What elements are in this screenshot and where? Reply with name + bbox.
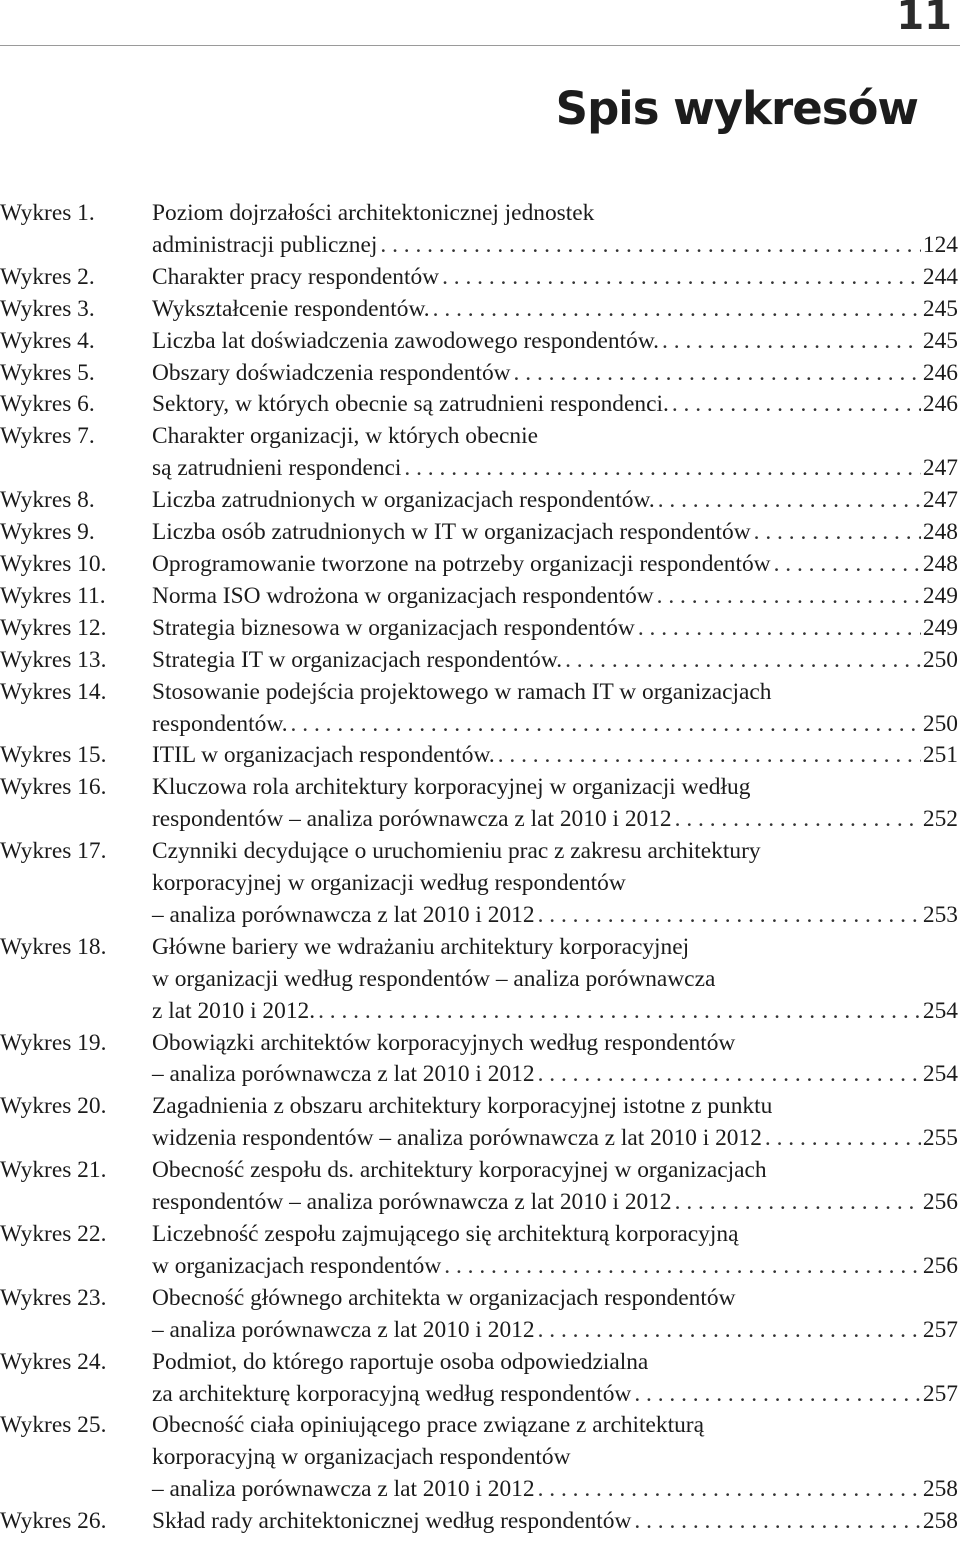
toc-entry[interactable] [0,645,958,677]
figure-label: Wykres 13. [0,646,107,673]
figure-title-line: Liczba osób zatrudnionych w IT w organizacjach respondentów [152,519,751,546]
figure-label: Wykres 12. [0,614,107,641]
figure-label: Wykres 10. [0,550,107,577]
figure-title-line: Oprogramowanie tworzone na potrzeby organizacji respondentów [152,550,771,577]
page-ref[interactable]: 258 [922,1476,958,1503]
figure-title [152,262,958,294]
toc-entry[interactable] [0,1219,958,1283]
page-ref[interactable]: 248 [922,550,958,577]
page-ref[interactable]: 245 [922,327,958,354]
page-ref[interactable]: 256 [922,1189,958,1216]
figure-title [152,772,958,836]
figure-title [152,932,958,1028]
figure-title [152,358,958,390]
figure-title [152,1219,958,1283]
toc-entry[interactable] [0,613,958,645]
figure-title [152,1347,958,1411]
dot-leader [751,517,921,549]
figure-title [152,645,958,677]
page-number: 11 [896,0,952,39]
figure-title-line: Liczebność zespołu zajmującego się architekturą korporacyjną [152,1221,739,1247]
figure-title-line: korporacyjną w organizacjach respondentów [152,1444,571,1471]
figure-title [152,613,958,645]
figure-title [152,1283,958,1347]
toc-entry[interactable] [0,677,958,741]
figure-title [152,740,958,772]
figure-label: Wykres 19. [0,1029,107,1056]
figure-title-line: w organizacji według respondentów – analiza porównawcza [152,965,716,992]
figure-title-line: Poziom dojrzałości architektonicznej jednostek [152,200,595,226]
figure-title-line: Obecność zespołu ds. architektury korporacyjnej w organizacjach [152,1157,767,1184]
toc-entry[interactable] [0,549,958,581]
figure-label: Wykres 6. [0,391,95,418]
figure-label: Wykres 20. [0,1093,107,1120]
toc-entry[interactable] [0,358,958,390]
page-ref[interactable]: 247 [922,455,958,482]
figure-title-line: Zagadnienia z obszaru architektury korporacyjnej istotne z punktu [152,1093,773,1120]
figure-title [152,549,958,581]
figure-title-line: Liczba zatrudnionych w organizacjach respondentów. [152,487,655,514]
dot-leader [672,1187,921,1219]
figure-label: Wykres 16. [0,774,107,801]
dot-leader [288,709,921,741]
figure-title-line: Charakter pracy respondentów [152,263,440,290]
dot-leader [495,740,921,772]
figure-title-line: – analiza porównawcza z lat 2010 i 2012 [152,1316,535,1343]
figure-title [152,485,958,517]
page-ref[interactable]: 254 [922,997,958,1024]
page-ref[interactable]: 124 [922,231,958,258]
toc-entry[interactable] [0,581,958,613]
dot-leader [535,900,921,932]
toc-entry[interactable] [0,389,958,421]
page-ref[interactable]: 244 [922,263,958,290]
figure-title-line: Liczba lat doświadczenia zawodowego respondentów. [152,327,660,354]
figure-title [152,1028,958,1092]
toc-entry[interactable] [0,1091,958,1155]
dot-leader [535,1315,921,1347]
page-title: Spis wykresów [555,82,918,135]
page-ref[interactable]: 257 [922,1380,958,1407]
figure-title [152,836,958,932]
dot-leader [315,996,921,1028]
figure-title-line: Strategia IT w organizacjach respondentów. [152,646,563,673]
figure-label: Wykres 23. [0,1284,107,1311]
figure-title-line: Norma ISO wdrożona w organizacjach respondentów [152,582,654,609]
figure-label: Wykres 17. [0,838,107,865]
toc-entry[interactable] [0,1283,958,1347]
figure-title-line: Obowiązki architektów korporacyjnych według respondentów [152,1029,736,1056]
dot-leader [669,389,921,421]
toc-entry[interactable] [0,1155,958,1219]
toc-entry[interactable] [0,517,958,549]
figure-title [152,1506,958,1538]
figure-title-line: Obecność głównego architekta w organizacjach respondentów [152,1284,736,1311]
toc-entry[interactable] [0,262,958,294]
figure-label: Wykres 4. [0,327,95,354]
toc-entry[interactable] [0,1347,958,1411]
dot-leader [511,358,921,390]
figure-title-line: respondentów. [152,710,288,737]
dot-leader [659,326,921,358]
figure-label: Wykres 15. [0,742,107,769]
toc-entry[interactable] [0,1506,958,1538]
page-ref[interactable]: 256 [922,1252,958,1279]
figure-title-line: Sektory, w których obecnie są zatrudnieni respondenci. [152,391,669,418]
figure-label: Wykres 5. [0,359,95,386]
figure-label: Wykres 11. [0,582,106,609]
header-rule [0,45,960,46]
figure-label: Wykres 2. [0,263,95,290]
dot-leader [762,1123,921,1155]
figure-title [152,517,958,549]
dot-leader [377,230,921,262]
toc-entry[interactable] [0,836,958,932]
toc-entry[interactable] [0,1410,958,1506]
dot-leader [655,485,921,517]
figure-label: Wykres 8. [0,487,95,514]
figure-title-line: – analiza porównawcza z lat 2010 i 2012 [152,1061,535,1088]
figure-title [152,294,958,326]
page-ref[interactable]: 250 [922,646,958,673]
toc-entry[interactable] [0,740,958,772]
figure-title-line: są zatrudnieni respondenci [152,455,402,482]
figure-title-line: widzenia respondentów – analiza porównawcza z lat 2010 i 2012 [152,1125,762,1152]
page-ref[interactable]: 247 [922,487,958,514]
dot-leader [535,1474,921,1506]
figure-title [152,326,958,358]
figure-title [152,581,958,613]
figure-title-line: respondentów – analiza porównawcza z lat 2010 i 2012 [152,1189,672,1216]
toc-entry[interactable] [0,198,958,262]
toc-entry[interactable] [0,485,958,517]
dot-leader [535,1059,921,1091]
figure-title-line: z lat 2010 i 2012. [152,997,316,1024]
figure-title-line: Charakter organizacji, w których obecnie [152,423,539,450]
dot-leader [635,613,921,645]
figure-title-line: respondentów – analiza porównawcza z lat 2010 i 2012 [152,806,672,833]
figure-title-line: Kluczowa rola architektury korporacyjnej w organizacji według [152,774,751,801]
figure-title-line: Skład rady architektonicznej według respondentów [152,1508,632,1535]
figure-label: Wykres 14. [0,678,107,705]
page-ref[interactable]: 255 [922,1125,958,1152]
figure-label: Wykres 24. [0,1348,107,1375]
page-ref[interactable]: 257 [922,1316,958,1343]
figure-title-line: Podmiot, do którego raportuje osoba odpowiedzialna [152,1348,649,1375]
dot-leader [401,453,921,485]
figure-title-line: – analiza porównawcza z lat 2010 i 2012 [152,901,535,928]
figure-title [152,1155,958,1219]
page-ref[interactable]: 252 [922,806,958,833]
dot-leader [771,549,921,581]
page-ref[interactable]: 249 [922,582,958,609]
figure-label: Wykres 26. [0,1508,107,1535]
page-ref[interactable]: 251 [922,742,958,769]
dot-leader [439,262,921,294]
figure-title [152,389,958,421]
page-ref[interactable]: 249 [922,614,958,641]
page-ref[interactable]: 246 [922,359,958,386]
dot-leader [562,645,921,677]
dot-leader [631,1506,921,1538]
toc-entry[interactable] [0,421,958,485]
figure-title-line: w organizacjach respondentów [152,1252,442,1279]
figure-title-line: Obecność ciała opiniującego prace związane z architekturą [152,1412,704,1439]
figure-label: Wykres 18. [0,933,107,960]
figure-title-line: Strategia biznesowa w organizacjach respondentów [152,614,635,641]
figure-title [152,1410,958,1506]
figure-title-line: Czynniki decydujące o uruchomieniu prac z zakresu architektury [152,838,761,865]
figure-title-line: Stosowanie podejścia projektowego w ramach IT w organizacjach [152,678,772,705]
figure-label: Wykres 25. [0,1412,107,1439]
toc-entry[interactable] [0,294,958,326]
figure-title-line: administracji publicznej [152,231,378,258]
page-ref[interactable]: 254 [922,1061,958,1088]
page-ref[interactable]: 253 [922,901,958,928]
figure-title-line: Wykształcenie respondentów. [152,295,430,322]
dot-leader [654,581,921,613]
page-ref[interactable]: 258 [922,1508,958,1535]
figure-title [152,421,958,485]
page-ref[interactable]: 246 [922,391,958,418]
dot-leader [430,294,921,326]
figure-label: Wykres 22. [0,1221,107,1247]
dot-leader [631,1379,921,1411]
page-ref[interactable]: 248 [922,519,958,546]
figure-label: Wykres 3. [0,295,95,322]
list-of-figures [0,198,958,1538]
figure-label: Wykres 9. [0,519,95,546]
figure-label: Wykres 21. [0,1157,107,1184]
figure-title-line: – analiza porównawcza z lat 2010 i 2012 [152,1476,535,1503]
figure-title-line: ITIL w organizacjach respondentów. [152,742,495,769]
figure-title [152,198,958,262]
figure-title-line: korporacyjnej w organizacji według respondentów [152,870,626,897]
figure-title-line: za architekturę korporacyjną według respondentów [152,1380,632,1407]
toc-entry[interactable] [0,326,958,358]
figure-title-line: Główne bariery we wdrażaniu architektury korporacyjnej [152,933,690,960]
figure-label: Wykres 7. [0,423,95,450]
dot-leader [441,1251,921,1283]
toc-entry[interactable] [0,932,958,1028]
dot-leader [672,804,921,836]
figure-title-line: Obszary doświadczenia respondentów [152,359,511,386]
page-ref[interactable]: 245 [922,295,958,322]
figure-label: Wykres 1. [0,200,95,226]
toc-entry[interactable] [0,772,958,836]
figure-title [152,677,958,741]
toc-entry[interactable] [0,1028,958,1092]
figure-title [152,1091,958,1155]
page-ref[interactable]: 250 [922,710,958,737]
